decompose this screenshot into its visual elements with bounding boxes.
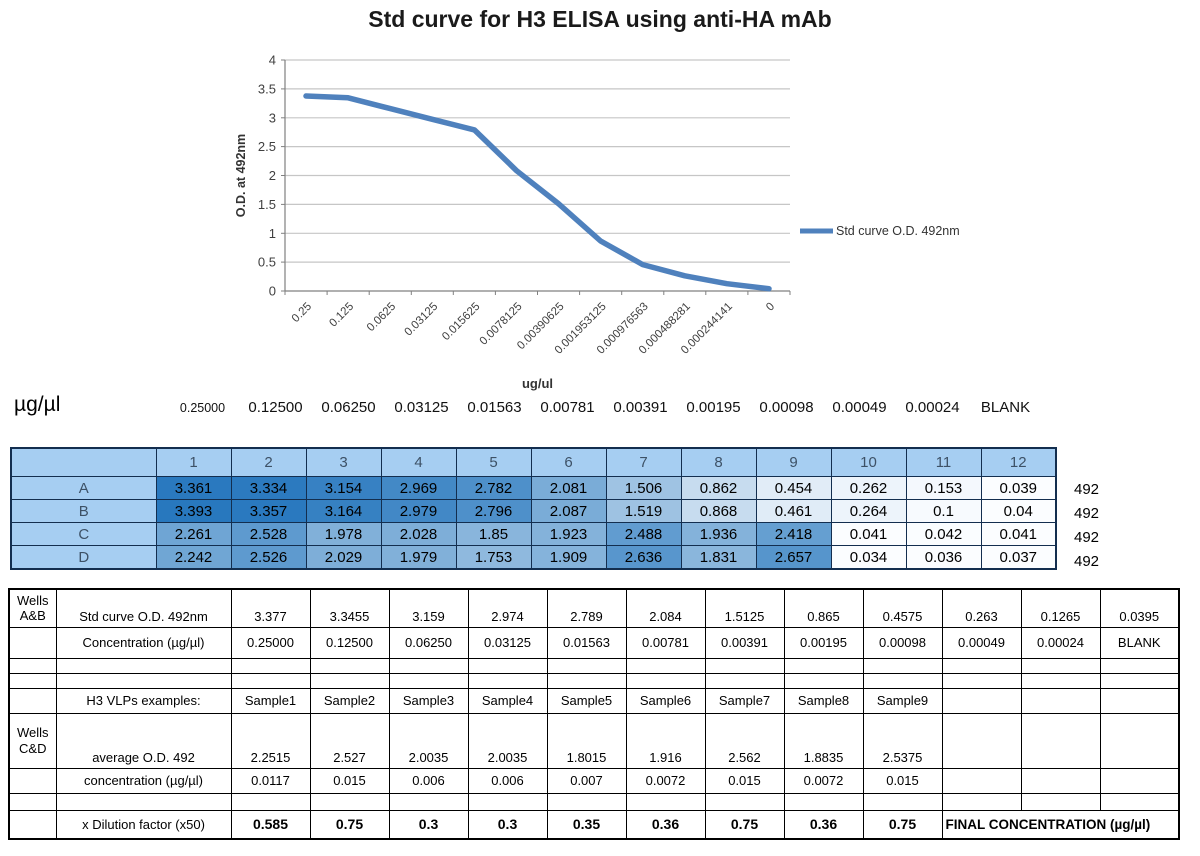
result-cell[interactable] bbox=[942, 673, 1021, 688]
result-cell[interactable]: 0.015 bbox=[310, 768, 389, 793]
result-cell[interactable] bbox=[389, 793, 468, 810]
result-cell[interactable]: 0.12500 bbox=[310, 627, 389, 658]
plate-cell[interactable]: 2.796 bbox=[456, 500, 531, 523]
wells-group-cell[interactable] bbox=[9, 768, 56, 793]
y-tick-label: 0 bbox=[268, 283, 276, 299]
x-tick-label: 0.25 bbox=[289, 300, 315, 325]
wells-group-cell[interactable] bbox=[9, 627, 56, 658]
plate-col-header[interactable]: 4 bbox=[381, 448, 456, 477]
plate-cell[interactable]: 2.488 bbox=[606, 523, 681, 546]
plate-cell[interactable]: 2.636 bbox=[606, 546, 681, 570]
result-cell[interactable]: 0.75 bbox=[863, 810, 942, 839]
plate-heatmap-table bbox=[10, 447, 1057, 570]
result-cell[interactable]: Sample7 bbox=[705, 688, 784, 713]
wavelength-label: 492 bbox=[1074, 529, 1100, 546]
plate-col-header[interactable]: 11 bbox=[906, 448, 981, 477]
wells-group-cell[interactable] bbox=[9, 810, 56, 839]
ug-ul-label[interactable]: µg/µl bbox=[14, 393, 61, 416]
plate-cell[interactable]: 3.334 bbox=[231, 477, 306, 500]
std-curve-line bbox=[306, 96, 769, 289]
result-cell[interactable] bbox=[1100, 793, 1179, 810]
concentration-cell[interactable]: 0.00098 bbox=[759, 399, 814, 416]
plate-row-label[interactable]: D bbox=[11, 546, 156, 570]
result-cell[interactable]: 0.00781 bbox=[626, 627, 705, 658]
result-cell[interactable]: 0.75 bbox=[705, 810, 784, 839]
result-cell[interactable]: 0.007 bbox=[547, 768, 626, 793]
result-cell[interactable] bbox=[231, 793, 310, 810]
result-cell[interactable]: Sample5 bbox=[547, 688, 626, 713]
plate-cell[interactable]: 2.029 bbox=[306, 546, 381, 570]
concentration-cell[interactable]: 0.00195 bbox=[686, 399, 741, 416]
result-cell[interactable]: 0.006 bbox=[389, 768, 468, 793]
result-cell[interactable]: 0.06250 bbox=[389, 627, 468, 658]
result-cell[interactable] bbox=[1100, 673, 1179, 688]
result-cell[interactable]: 0.0072 bbox=[784, 768, 863, 793]
y-tick-label: 2.5 bbox=[257, 139, 276, 155]
plate-cell[interactable]: 2.418 bbox=[756, 523, 831, 546]
plate-cell[interactable]: 1.831 bbox=[681, 546, 756, 570]
result-cell[interactable]: 0.015 bbox=[863, 768, 942, 793]
x-tick-label: 0.000488281 bbox=[636, 300, 693, 357]
plate-cell[interactable]: 2.528 bbox=[231, 523, 306, 546]
plate-row-label[interactable]: A bbox=[11, 477, 156, 500]
result-cell[interactable]: 0.25000 bbox=[231, 627, 310, 658]
result-cell[interactable] bbox=[231, 673, 310, 688]
result-cell[interactable]: 1.8835 bbox=[784, 713, 863, 768]
plate-cell[interactable]: 1.909 bbox=[531, 546, 606, 570]
result-cell[interactable] bbox=[942, 768, 1021, 793]
result-cell[interactable] bbox=[705, 658, 784, 673]
chart-title: Std curve for H3 ELISA using anti-HA mAb bbox=[368, 6, 832, 32]
plate-cell[interactable]: 2.242 bbox=[156, 546, 231, 570]
result-cell[interactable]: 0.585 bbox=[231, 810, 310, 839]
plate-cell[interactable]: 0.037 bbox=[981, 546, 1056, 570]
y-axis-title: O.D. at 492nm bbox=[234, 133, 248, 218]
x-tick-label: 0.0625 bbox=[364, 300, 399, 335]
plate-cell[interactable]: 0.454 bbox=[756, 477, 831, 500]
plate-col-header[interactable]: 6 bbox=[531, 448, 606, 477]
legend-label: Std curve O.D. 492nm bbox=[836, 224, 960, 238]
result-cell[interactable] bbox=[1021, 768, 1100, 793]
x-tick-label: 0.000244141 bbox=[679, 300, 736, 357]
result-cell[interactable]: 0.00049 bbox=[942, 627, 1021, 658]
result-cell[interactable]: Sample6 bbox=[626, 688, 705, 713]
result-cell[interactable]: 0.36 bbox=[626, 810, 705, 839]
result-cell[interactable]: 1.8015 bbox=[547, 713, 626, 768]
result-cell[interactable]: 2.5375 bbox=[863, 713, 942, 768]
plate-cell[interactable]: 2.261 bbox=[156, 523, 231, 546]
plate-cell[interactable]: 0.04 bbox=[981, 500, 1056, 523]
plate-cell[interactable]: 0.461 bbox=[756, 500, 831, 523]
result-cell[interactable]: Sample9 bbox=[863, 688, 942, 713]
result-cell[interactable] bbox=[1021, 688, 1100, 713]
result-cell[interactable]: Sample1 bbox=[231, 688, 310, 713]
result-cell[interactable]: 0.00024 bbox=[1021, 627, 1100, 658]
result-cell[interactable]: Sample4 bbox=[468, 688, 547, 713]
plate-col-header[interactable]: 5 bbox=[456, 448, 531, 477]
plate-cell[interactable]: 0.153 bbox=[906, 477, 981, 500]
result-cell[interactable] bbox=[1100, 768, 1179, 793]
plate-cell[interactable]: 0.264 bbox=[831, 500, 906, 523]
result-cell[interactable] bbox=[942, 658, 1021, 673]
result-cell[interactable] bbox=[863, 793, 942, 810]
result-cell[interactable] bbox=[1021, 713, 1100, 768]
result-cell[interactable] bbox=[705, 673, 784, 688]
x-tick-label: 0.03125 bbox=[402, 300, 441, 339]
plate-col-header[interactable]: 10 bbox=[831, 448, 906, 477]
row-label-cell[interactable] bbox=[56, 658, 231, 673]
concentration-values bbox=[166, 399, 1042, 416]
final-concentration-cell[interactable]: FINAL CONCENTRATION (µg/µl) bbox=[942, 810, 1179, 839]
result-cell[interactable]: Sample3 bbox=[389, 688, 468, 713]
row-label-cell[interactable]: H3 VLPs examples: bbox=[56, 688, 231, 713]
result-cell[interactable]: 0.75 bbox=[310, 810, 389, 839]
wavelength-label: 492 bbox=[1074, 481, 1100, 498]
plate-col-header[interactable]: 1 bbox=[156, 448, 231, 477]
concentration-cell[interactable]: 0.00024 bbox=[905, 399, 960, 416]
result-cell[interactable] bbox=[626, 793, 705, 810]
result-cell[interactable] bbox=[231, 658, 310, 673]
plate-cell[interactable]: 3.164 bbox=[306, 500, 381, 523]
wavelength-label: 492 bbox=[1074, 553, 1100, 570]
wells-group-cell[interactable] bbox=[9, 673, 56, 688]
result-cell[interactable] bbox=[626, 658, 705, 673]
row-label-cell[interactable] bbox=[56, 793, 231, 810]
plate-cell[interactable]: 0.042 bbox=[906, 523, 981, 546]
result-cell[interactable]: 2.2515 bbox=[231, 713, 310, 768]
result-cell[interactable]: 3.377 bbox=[231, 589, 310, 627]
row-label-cell[interactable]: Concentration (µg/µl) bbox=[56, 627, 231, 658]
result-cell[interactable] bbox=[468, 673, 547, 688]
result-cell[interactable] bbox=[389, 673, 468, 688]
row-label-cell[interactable]: average O.D. 492 bbox=[56, 713, 231, 768]
result-cell[interactable]: 0.35 bbox=[547, 810, 626, 839]
plate-cell[interactable]: 1.923 bbox=[531, 523, 606, 546]
concentration-cell[interactable]: 0.03125 bbox=[394, 399, 449, 416]
plate-cell[interactable]: 0.862 bbox=[681, 477, 756, 500]
result-cell[interactable] bbox=[547, 793, 626, 810]
plate-cell[interactable]: 1.936 bbox=[681, 523, 756, 546]
result-cell[interactable] bbox=[942, 713, 1021, 768]
result-cell[interactable]: 1.916 bbox=[626, 713, 705, 768]
result-cell[interactable] bbox=[942, 793, 1021, 810]
plate-col-header[interactable]: 3 bbox=[306, 448, 381, 477]
concentration-cell[interactable]: 0.12500 bbox=[248, 399, 303, 416]
result-cell[interactable]: 0.01563 bbox=[547, 627, 626, 658]
plate-cell[interactable]: 0.034 bbox=[831, 546, 906, 570]
result-cell[interactable]: 0.4575 bbox=[863, 589, 942, 627]
y-tick-label: 0.5 bbox=[257, 254, 276, 270]
result-cell[interactable] bbox=[784, 793, 863, 810]
row-label-cell[interactable]: Std curve O.D. 492nm bbox=[56, 589, 231, 627]
plate-row-label[interactable]: B bbox=[11, 500, 156, 523]
concentration-row bbox=[0, 392, 1200, 428]
x-tick-label: 0.000976563 bbox=[594, 300, 651, 357]
plate-col-header[interactable]: 12 bbox=[981, 448, 1056, 477]
result-cell[interactable]: 0.0117 bbox=[231, 768, 310, 793]
row-label-cell[interactable]: concentration (µg/µl) bbox=[56, 768, 231, 793]
result-cell[interactable]: Sample2 bbox=[310, 688, 389, 713]
result-cell[interactable]: 0.00195 bbox=[784, 627, 863, 658]
y-tick-label: 1 bbox=[268, 225, 276, 241]
result-cell[interactable]: BLANK bbox=[1100, 627, 1179, 658]
plate-cell[interactable]: 1.978 bbox=[306, 523, 381, 546]
concentration-cell[interactable]: 0.00781 bbox=[540, 399, 595, 416]
wells-group-cell[interactable]: Wells A&B bbox=[9, 589, 56, 627]
wavelength-labels bbox=[1074, 478, 1099, 574]
plate-cell[interactable]: 2.081 bbox=[531, 477, 606, 500]
plate-cell[interactable]: 0.1 bbox=[906, 500, 981, 523]
y-tick-label: 2 bbox=[268, 168, 276, 183]
concentration-cell[interactable]: 0.00049 bbox=[832, 399, 887, 416]
y-tick-label: 3.5 bbox=[257, 81, 276, 97]
plate-cell[interactable]: 2.782 bbox=[456, 477, 531, 500]
result-cell[interactable]: 0.1265 bbox=[1021, 589, 1100, 627]
x-tick-label: 0.001953125 bbox=[552, 300, 609, 357]
result-cell[interactable]: 2.0035 bbox=[389, 713, 468, 768]
result-cell[interactable] bbox=[1100, 713, 1179, 768]
results-table bbox=[8, 588, 1180, 840]
result-cell[interactable] bbox=[547, 658, 626, 673]
result-cell[interactable]: 0.00098 bbox=[863, 627, 942, 658]
plate-cell[interactable]: 1.506 bbox=[606, 477, 681, 500]
result-cell[interactable] bbox=[468, 793, 547, 810]
plate-cell[interactable]: 0.041 bbox=[831, 523, 906, 546]
plate-col-header[interactable]: 9 bbox=[756, 448, 831, 477]
plate-cell[interactable]: 1.85 bbox=[456, 523, 531, 546]
x-tick-label: 0.00390625 bbox=[515, 300, 567, 353]
result-cell[interactable] bbox=[389, 658, 468, 673]
result-cell[interactable]: 3.3455 bbox=[310, 589, 389, 627]
plate-cell[interactable]: 3.393 bbox=[156, 500, 231, 523]
plate-cell[interactable]: 2.657 bbox=[756, 546, 831, 570]
concentration-cell[interactable]: 0.01563 bbox=[467, 399, 522, 416]
result-cell[interactable]: 3.159 bbox=[389, 589, 468, 627]
result-cell[interactable]: 2.527 bbox=[310, 713, 389, 768]
std-curve-line-chart[interactable] bbox=[230, 38, 1010, 400]
result-cell[interactable]: 0.263 bbox=[942, 589, 1021, 627]
x-tick-label: 0 bbox=[764, 300, 778, 314]
plate-col-header[interactable]: 7 bbox=[606, 448, 681, 477]
result-cell[interactable]: 0.00391 bbox=[705, 627, 784, 658]
result-cell[interactable]: 0.0072 bbox=[626, 768, 705, 793]
result-cell[interactable] bbox=[942, 688, 1021, 713]
result-cell[interactable]: 2.084 bbox=[626, 589, 705, 627]
result-cell[interactable]: 0.03125 bbox=[468, 627, 547, 658]
y-tick-label: 4 bbox=[268, 52, 276, 68]
plate-cell[interactable]: 0.868 bbox=[681, 500, 756, 523]
result-cell[interactable]: 0.0395 bbox=[1100, 589, 1179, 627]
result-cell[interactable]: 0.3 bbox=[468, 810, 547, 839]
plate-cell[interactable]: 0.036 bbox=[906, 546, 981, 570]
plate-cell[interactable]: 1.753 bbox=[456, 546, 531, 570]
result-cell[interactable] bbox=[310, 673, 389, 688]
result-cell[interactable] bbox=[547, 673, 626, 688]
result-cell[interactable]: Sample8 bbox=[784, 688, 863, 713]
plate-cell[interactable]: 1.979 bbox=[381, 546, 456, 570]
result-cell[interactable] bbox=[1021, 793, 1100, 810]
wells-group-cell[interactable] bbox=[9, 793, 56, 810]
plate-cell[interactable]: 1.519 bbox=[606, 500, 681, 523]
wells-group-cell[interactable] bbox=[9, 658, 56, 673]
plate-cell[interactable]: 2.028 bbox=[381, 523, 456, 546]
result-cell[interactable]: 2.974 bbox=[468, 589, 547, 627]
plate-cell[interactable]: 2.969 bbox=[381, 477, 456, 500]
result-cell[interactable]: 2.789 bbox=[547, 589, 626, 627]
wavelength-label: 492 bbox=[1074, 505, 1100, 522]
result-cell[interactable]: 2.562 bbox=[705, 713, 784, 768]
concentration-cell[interactable]: 0.25000 bbox=[179, 401, 226, 415]
concentration-cell[interactable]: 0.00391 bbox=[613, 399, 668, 416]
result-cell[interactable] bbox=[310, 658, 389, 673]
y-tick-label: 1.5 bbox=[257, 196, 276, 212]
result-cell[interactable] bbox=[468, 658, 547, 673]
plate-col-header[interactable]: 2 bbox=[231, 448, 306, 477]
result-cell[interactable] bbox=[863, 673, 942, 688]
row-label-cell[interactable]: x Dilution factor (x50) bbox=[56, 810, 231, 839]
result-cell[interactable] bbox=[626, 673, 705, 688]
concentration-cell[interactable]: 0.06250 bbox=[321, 399, 376, 416]
plate-cell[interactable]: 3.357 bbox=[231, 500, 306, 523]
result-cell[interactable]: 0.015 bbox=[705, 768, 784, 793]
result-cell[interactable]: 1.5125 bbox=[705, 589, 784, 627]
plate-cell[interactable]: 3.154 bbox=[306, 477, 381, 500]
result-cell[interactable]: 0.006 bbox=[468, 768, 547, 793]
plate-cell[interactable]: 2.087 bbox=[531, 500, 606, 523]
wells-group-cell[interactable]: Wells C&D bbox=[9, 713, 56, 768]
result-cell[interactable]: 0.3 bbox=[389, 810, 468, 839]
plate-cell[interactable]: 0.262 bbox=[831, 477, 906, 500]
result-cell[interactable] bbox=[863, 658, 942, 673]
row-label-cell[interactable] bbox=[56, 673, 231, 688]
result-cell[interactable] bbox=[1100, 688, 1179, 713]
result-cell[interactable] bbox=[1100, 658, 1179, 673]
result-cell[interactable] bbox=[784, 673, 863, 688]
plate-corner-cell[interactable] bbox=[11, 448, 156, 477]
plate-row-label[interactable]: C bbox=[11, 523, 156, 546]
x-axis-title: ug/ul bbox=[521, 376, 554, 391]
concentration-cell[interactable]: BLANK bbox=[980, 399, 1031, 416]
plate-cell[interactable]: 0.041 bbox=[981, 523, 1056, 546]
result-cell[interactable] bbox=[1021, 673, 1100, 688]
x-tick-label: 0.015625 bbox=[440, 300, 483, 344]
result-cell[interactable] bbox=[784, 658, 863, 673]
plate-cell[interactable]: 3.361 bbox=[156, 477, 231, 500]
plate-col-header[interactable]: 8 bbox=[681, 448, 756, 477]
result-cell[interactable] bbox=[705, 793, 784, 810]
plate-cell[interactable]: 2.526 bbox=[231, 546, 306, 570]
result-cell[interactable]: 2.0035 bbox=[468, 713, 547, 768]
result-cell[interactable]: 0.36 bbox=[784, 810, 863, 839]
result-cell[interactable] bbox=[1021, 658, 1100, 673]
wells-group-cell[interactable] bbox=[9, 688, 56, 713]
y-tick-label: 3 bbox=[268, 110, 276, 126]
result-cell[interactable]: 0.865 bbox=[784, 589, 863, 627]
plate-cell[interactable]: 0.039 bbox=[981, 477, 1056, 500]
x-tick-label: 0.0078125 bbox=[477, 300, 525, 348]
result-cell[interactable] bbox=[310, 793, 389, 810]
x-tick-label: 0.125 bbox=[327, 300, 357, 330]
plate-cell[interactable]: 2.979 bbox=[381, 500, 456, 523]
